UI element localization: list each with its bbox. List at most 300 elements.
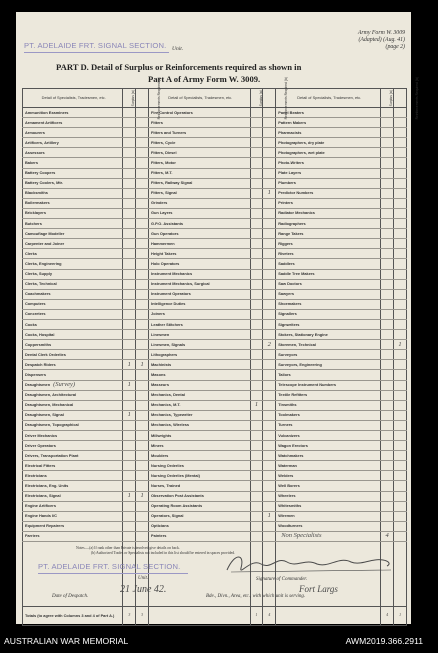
surplus-value [381,118,394,128]
surplus-value: 1 [123,380,136,390]
surplus-value [250,219,263,229]
trade-label: Saw Doctors [276,279,381,289]
trade-label: Engine Hands I/C [23,511,123,521]
trade-label: Coachmakers [23,289,123,299]
trade-label: Despatch Riders [23,360,123,370]
table-row [23,380,407,390]
reinforcement-value [136,148,149,158]
reinforcement-value [263,309,276,319]
totals-blank [149,606,251,625]
blank-cell [394,588,407,597]
reinforcement-value: 1 [136,360,149,370]
trade-label: Moulders [149,451,251,461]
trade-label: Operating Room Assistants [149,501,251,511]
table-row [23,118,407,128]
surplus-value [381,441,394,451]
page-title-line2: Part A of Army Form W. 3009. [148,74,261,84]
detail-header: Detail of Specialists, Tradesmen, etc. [276,89,381,108]
trade-label: Draughtsmen, Mechanical [23,400,123,410]
table-row [23,390,407,400]
surplus-value [250,531,263,541]
reinforcement-value [136,229,149,239]
table-row [23,239,407,249]
trade-label: Watchmakers [276,451,381,461]
reinforcement-value [263,360,276,370]
reinforcement-value [394,299,407,309]
trade-label: Telescope Instrument Numbers [276,380,381,390]
table-row [23,441,407,451]
surplus-value [250,451,263,461]
trade-label: Surveyors, Engineering [276,360,381,370]
surplus-value [123,390,136,400]
reinforcement-value [263,521,276,531]
table-row [23,249,407,259]
surplus-value [123,279,136,289]
trade-label: Saddle Tree Makers [276,269,381,279]
surplus-value [250,178,263,188]
surplus-value [250,188,263,198]
totals-row [23,606,407,625]
reinforcement-value [136,198,149,208]
reinforcement-value [263,239,276,249]
trade-label: Driver Operators [23,441,123,451]
surplus-value [250,431,263,441]
reinforcement-value [394,178,407,188]
surplus-value [123,229,136,239]
trade-label: Boilermakers [23,198,123,208]
table-row [23,511,407,521]
surplus-value [123,148,136,158]
reinforcement-value [394,420,407,430]
reinforcement-value [394,390,407,400]
table-row [23,340,407,350]
trade-label: Linesmen [149,330,251,340]
trade-label: Linesmen, Signals [149,340,251,350]
trade-label: Dispensers [23,370,123,380]
reinforcement-value [263,148,276,158]
place-name: Fort Largs [299,584,338,594]
reinforcement-value: 2 [263,340,276,350]
reinforcement-value [394,501,407,511]
trade-label: Leather Stitchers [149,319,251,329]
surplus-value [250,259,263,269]
trade-label: Fitters, Signal [149,188,251,198]
table-row [23,471,407,481]
reinforcement-value [136,461,149,471]
table-header-row [23,89,407,108]
trade-label: Clerks, Engineering [23,259,123,269]
surplus-value [123,340,136,350]
surplus-value [250,158,263,168]
reinforcement-value [263,380,276,390]
document-page [16,12,419,624]
reinforcement-value [263,108,276,118]
reinforcement-value [136,511,149,521]
table-row [23,128,407,138]
despatch-label: Date of Despatch. [52,594,89,599]
trade-label: Mechanics, M.T. [149,400,251,410]
reinforcement-value [263,350,276,360]
surplus-value [381,299,394,309]
table-row [23,501,407,511]
trade-label: Opticians [149,521,251,531]
surplus-value: 1 [123,410,136,420]
trade-label: Shoemakers [276,299,381,309]
reinforcements-header: Reinforcements Required (b) [394,89,407,108]
trade-label: Photo-Writers [276,158,381,168]
surplus-value [381,390,394,400]
surplus-value: 4 [381,531,394,541]
trade-label: Painters [149,531,251,541]
total-reinforcements: 1 [394,606,407,625]
surplus-value [123,501,136,511]
detail-header: Detail of Specialists, Tradesmen, etc. [23,89,123,108]
table-row [23,491,407,501]
table-row [23,188,407,198]
unit-stamp: PT. ADELAIDE FRT. SIGNAL SECTION. [24,41,167,50]
table-row [23,461,407,471]
blank-cell [381,597,394,607]
trade-label: Mechanics, Dental [149,390,251,400]
reinforcement-value [394,441,407,451]
table-row [23,309,407,319]
trade-label: Draughtsmen, Topographical [23,420,123,430]
reinforcement-value [394,360,407,370]
surplus-value [381,128,394,138]
surplus-value [123,178,136,188]
reinforcement-value [136,431,149,441]
trade-label: Masons [149,370,251,380]
surplus-value [250,511,263,521]
surplus-value [381,208,394,218]
total-surplus: 4 [381,606,394,625]
trade-label: Vulcanizers [276,431,381,441]
reinforcement-value [263,128,276,138]
trade-label: Driver Mechanics [23,431,123,441]
surplus-value [381,178,394,188]
surplus-value [250,461,263,471]
trade-label: Clerks, Supply [23,269,123,279]
surplus-value [381,400,394,410]
reinforcement-value [394,239,407,249]
reinforcement-value [136,370,149,380]
surplus-value [381,461,394,471]
reinforcement-value [263,198,276,208]
reinforcement-value [263,299,276,309]
surplus-value [250,350,263,360]
blank-cell [394,597,407,607]
surplus-header: Surplus (a) [381,89,394,108]
surplus-value [250,198,263,208]
table-row [23,229,407,239]
trade-label: Ammunition Examiners [23,108,123,118]
surplus-value: 1 [250,400,263,410]
reinforcement-value [394,168,407,178]
surplus-value [250,471,263,481]
reinforcement-value [394,370,407,380]
reinforcement-value [136,128,149,138]
trade-label: Fitters and Turners [149,128,251,138]
surplus-value [250,239,263,249]
trade-label: Intelligence Duties [149,299,251,309]
surplus-value [123,441,136,451]
blank-cell [394,578,407,587]
surplus-value [250,289,263,299]
trade-label: Concreters [23,309,123,319]
reinforcement-value [394,410,407,420]
trade-label: Instrument Operators [149,289,251,299]
surplus-value [381,380,394,390]
surplus-value [123,239,136,249]
reinforcement-value [394,451,407,461]
trade-label: Pattern Makers [276,118,381,128]
trade-label: Fitters, M.T. [149,168,251,178]
form-reference-line: (Adapted) (Aug. 41) [358,37,405,43]
trade-label [23,380,123,390]
reinforcement-value [136,420,149,430]
surplus-value [123,400,136,410]
surplus-value [250,390,263,400]
trade-label: Riveters [276,249,381,259]
surplus-value [123,198,136,208]
reinforcement-value [136,259,149,269]
table-row [23,108,407,118]
trade-label: Pharmacists [276,128,381,138]
trade-label: Surveyors [276,350,381,360]
surplus-value [123,370,136,380]
surplus-value [381,410,394,420]
blank-cell [23,578,123,587]
surplus-value [381,370,394,380]
trade-label: Tailors [276,370,381,380]
trade-label: Electricians, Eng. Units [23,481,123,491]
reinforcement-value [136,118,149,128]
table-row [23,370,407,380]
reinforcement-value [394,118,407,128]
trade-label: Stokers, Stationary Engine [276,330,381,340]
table-row [23,451,407,461]
table-row [23,400,407,410]
reinforcement-value [136,471,149,481]
table-row [23,198,407,208]
reinforcement-value [136,531,149,541]
trade-label: Cooks [23,319,123,329]
trade-label: Drivers, Transportation Plant [23,451,123,461]
blank-row [23,578,407,587]
reinforcement-value [136,390,149,400]
surplus-value [250,410,263,420]
surplus-value [250,249,263,259]
trade-label: Assessors [23,148,123,158]
trade-label: Electricians [23,471,123,481]
trade-label: Panel Beaters [276,108,381,118]
table-row [23,319,407,329]
table-row [23,431,407,441]
trade-label: Cooks, Hospital [23,330,123,340]
trade-label: Carpenter and Joiner [23,239,123,249]
surplus-value [123,319,136,329]
trade-label: Fitters [149,118,251,128]
surplus-value [250,481,263,491]
reinforcement-value [263,420,276,430]
trade-label: Bricklayers [23,208,123,218]
trade-label: Joiners [149,309,251,319]
reinforcement-value [394,229,407,239]
surplus-value [381,188,394,198]
surplus-value [250,340,263,350]
surplus-value [123,138,136,148]
detail-header: Detail of Specialists, Tradesmen, etc. [149,89,251,108]
surplus-header: Surplus (a) [123,89,136,108]
reinforcement-value [394,330,407,340]
reinforcement-value [394,188,407,198]
surplus-value [381,158,394,168]
surplus-value [381,279,394,289]
trade-label: Nursing Orderlies [149,461,251,471]
trade-label: Storemen, Technical [276,340,381,350]
footer-unit-stamp: PT. ADELAIDE FRT. SIGNAL SECTION. [38,562,181,571]
surplus-value [381,309,394,319]
reinforcement-value: 1 [136,491,149,501]
trade-label: Turners [276,420,381,430]
trade-label: Instrument Mechanics, Surgical [149,279,251,289]
table-row [23,168,407,178]
reinforcement-value [394,148,407,158]
trade-label: Riggers [276,239,381,249]
table-row [23,259,407,269]
reinforcement-value [263,219,276,229]
total-surplus: 3 [123,606,136,625]
trade-label: Photographers, wet plate [276,148,381,158]
reinforcement-value [394,481,407,491]
trade-label: Equipment Repairers [23,521,123,531]
surplus-value [250,370,263,380]
reinforcement-value [263,471,276,481]
signature-label: Signature of Commander. [256,577,308,582]
reinforcement-value [263,138,276,148]
surplus-value: 1 [123,360,136,370]
surplus-value [381,481,394,491]
trade-label: Gun Operators [149,229,251,239]
reinforcement-value [394,279,407,289]
reinforcement-value [263,370,276,380]
reinforcement-value [136,451,149,461]
table-row [23,208,407,218]
trade-label: Battery Coolers, Mtr. [23,178,123,188]
trade-label: Welders [276,471,381,481]
trade-label: Draughtsmen, Architectural [23,390,123,400]
trade-label: Printers [276,198,381,208]
table-row [23,420,407,430]
trade-label: Blacksmiths [23,188,123,198]
reinforcement-value [136,208,149,218]
reinforcement-value [263,118,276,128]
reinforcement-value [263,501,276,511]
blank-cell [381,578,394,587]
reinforcement-value [394,138,407,148]
trade-label: Wagon Erectors [276,441,381,451]
trade-label: Camouflage Modeller [23,229,123,239]
surplus-value [381,420,394,430]
surplus-value [381,471,394,481]
surplus-value [381,229,394,239]
trade-label: Draughtsmen, Signal [23,410,123,420]
reinforcement-value [136,108,149,118]
page-title: PART D. Detail of Surplus or Reinforcements required as shown in [56,62,302,72]
total-surplus: 1 [250,606,263,625]
surplus-value [123,420,136,430]
table-row [23,178,407,188]
trade-label: Saddlers [276,259,381,269]
form-reference-line: Army Form W. 3009 [357,30,405,36]
surplus-value [381,501,394,511]
totals-label: Totals (to agree with Columns 3 and 4 of Part A.) [23,606,123,625]
surplus-value [123,168,136,178]
reinforcement-value: 1 [263,188,276,198]
reinforcement-value [394,128,407,138]
trade-label: Signwriters [276,319,381,329]
trade-label: Well Borers [276,481,381,491]
trade-label: Whitesmiths [276,501,381,511]
reinforcement-value [263,481,276,491]
surplus-value [381,451,394,461]
surplus-value [250,420,263,430]
reinforcement-value [394,259,407,269]
trade-label: Farriers [23,531,123,541]
surplus-value [381,138,394,148]
surplus-header: Surplus (a) [250,89,263,108]
trade-label: G.P.O. Assistants [149,219,251,229]
trade-label: Machinists [149,360,251,370]
surplus-value [250,491,263,501]
trade-label: Nurses, Trained [149,481,251,491]
trade-label: Bakers [23,158,123,168]
reinforcement-value [263,441,276,451]
surplus-value [123,521,136,531]
reinforcement-value [263,319,276,329]
trade-label: Operators, Signal [149,511,251,521]
reinforcement-value [136,279,149,289]
surplus-value [250,521,263,531]
reinforcement-value [136,138,149,148]
unit-label: Unit. [172,46,184,52]
reinforcement-value [394,269,407,279]
reinforcement-value [136,269,149,279]
trade-label: Armourers [23,128,123,138]
surplus-value [381,269,394,279]
bde-label: Bde., Divn., Area, etc., with which unit is serving. [206,594,306,599]
surplus-value [123,118,136,128]
surplus-value [250,360,263,370]
surplus-value [123,188,136,198]
trade-label-text: Draughtsmen [25,382,51,388]
footer-unit-label: Unit. [138,576,149,581]
trade-label: Nursing Orderlies (Mental) [149,471,251,481]
reinforcement-value [263,491,276,501]
surplus-value [123,219,136,229]
surplus-value [250,380,263,390]
totals-blank [276,606,381,625]
trade-label: Battery Coopers [23,168,123,178]
reinforcement-value [394,208,407,218]
reinforcement-value [394,431,407,441]
reinforcement-value [263,330,276,340]
reinforcement-value [136,309,149,319]
table-row [23,279,407,289]
trade-label: Fitters, Motor [149,158,251,168]
trade-label: Holo Operators [149,259,251,269]
trade-label: Height Takers [149,249,251,259]
